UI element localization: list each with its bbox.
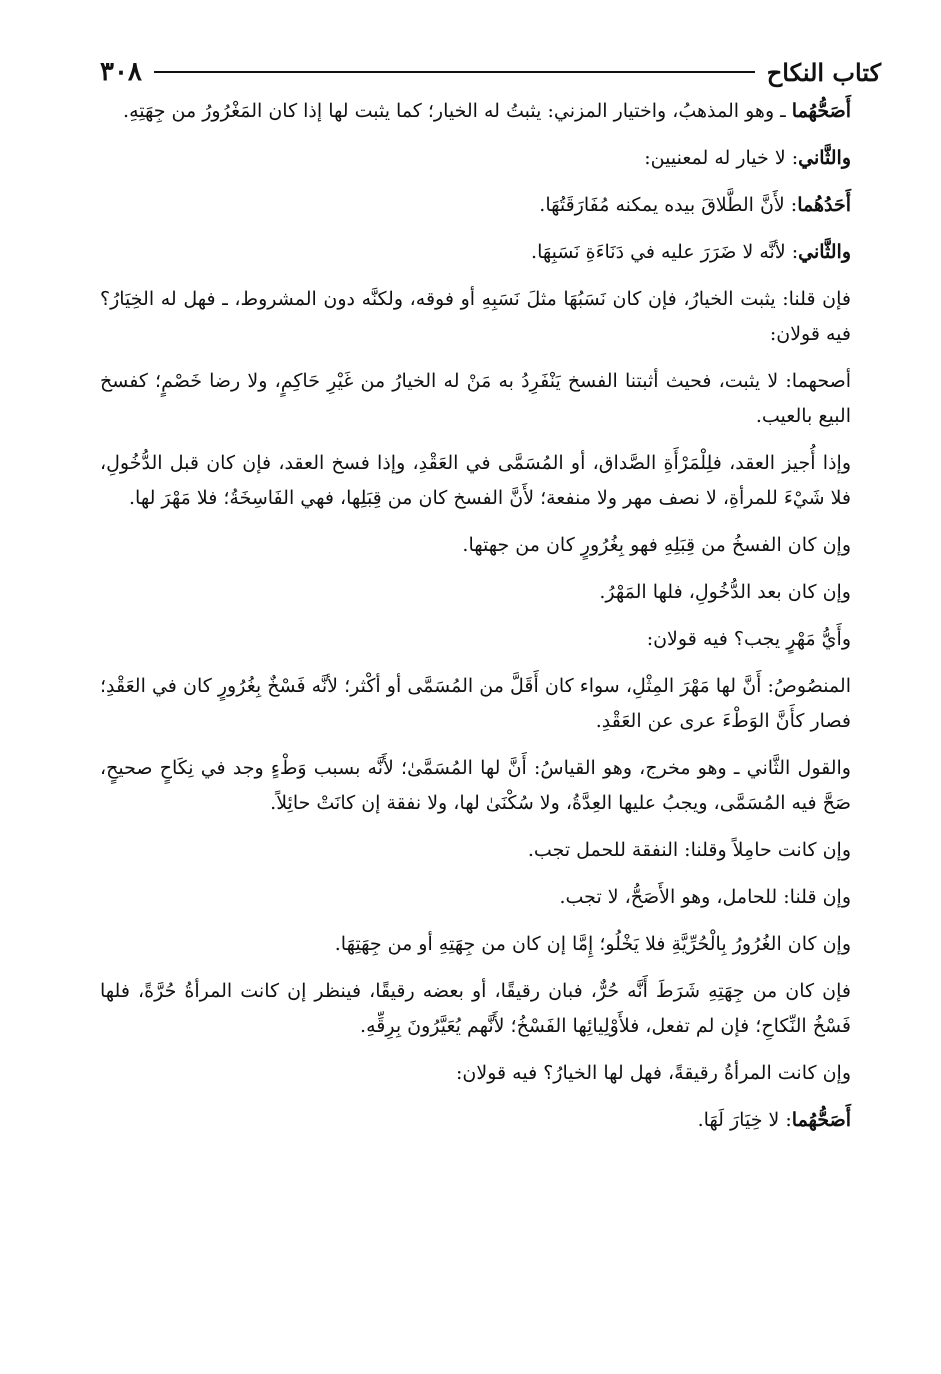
paragraph	[100, 622, 881, 657]
paragraph	[100, 94, 881, 129]
paragraph-lead: والثَّاني	[798, 147, 851, 169]
paragraph-lead: أَصَحُّهُما	[791, 100, 851, 122]
paragraph-text: وإن كانت حامِلاً وقلنا: النفقة للحمل تجب.	[527, 839, 851, 861]
paragraph	[100, 833, 881, 868]
page-number: ٣٠٨	[100, 57, 142, 87]
paragraph	[100, 528, 881, 563]
paragraph	[100, 751, 881, 821]
paragraph	[100, 235, 881, 270]
paragraph-text: : لأنَّه لا ضَرَرَ عليه في دَنَاءَةِ نَسَبِهَا.	[531, 241, 799, 263]
paragraph	[100, 1103, 881, 1138]
page-header	[100, 52, 881, 92]
paragraph-text: وإن كان الغُرُورُ بِالْحُرِّيَّةِ فلا يَخْلُو؛ إِمَّا إن كان من جِهَتِهِ أو من جِهَتِهَا.	[334, 933, 851, 955]
body-text	[100, 94, 881, 1138]
paragraph-text: وإذا أُجيز العقد، فلِلْمَرْأَةِ الصَّداق، أو المُسَمَّى في العَقْدِ، وإذا فسخ العقد، فإن كان قبل الدُّخُولِ، فلا شَيْءَ للمرأةِ، لا نصف مهر ولا منفعة؛ لأَنَّ الفسخ كان من قِبَلِها، فهي الفَاسِخَةُ؛ فلا مَهْرَ لها.	[100, 452, 851, 509]
paragraph	[100, 188, 881, 223]
paragraph-text: وإن كان بعد الدُّخُولِ، فلها المَهْرُ.	[599, 581, 851, 603]
paragraph	[100, 927, 881, 962]
paragraph	[100, 974, 881, 1044]
paragraph-text: وإن كانت المرأةُ رقيقةً، فهل لها الخيارُ؟ فيه قولان:	[456, 1062, 851, 1084]
paragraph	[100, 364, 881, 434]
paragraph	[100, 669, 881, 739]
paragraph-lead: والثَّاني	[798, 241, 851, 263]
paragraph-text: أصحهما: لا يثبت، فحيث أثبتنا الفسخ يَنْفَرِدُ به مَنْ له الخيارُ من غَيْرِ حَاكِمٍ، ولا رضا خَصْمٍ؛ كفسخ البيع بالعيب.	[100, 370, 851, 427]
paragraph	[100, 446, 881, 516]
paragraph-lead: أَحَدُهُما	[797, 194, 851, 216]
paragraph-text: فإن كان من جِهَتِهِ شَرَطَ أَنَّه حُرٌّ، فبان رقيقًا، أو بعضه رقيقًا، فينظر إن كانت المرأةُ حُرَّةً، فلها فَسْخُ النِّكاحِ؛ فإن لم تفعل، فلأَوْلِيائِها الفَسْخُ؛ لأَنَّهم يُعَيَّرُونَ بِرِقِّهِ.	[100, 980, 851, 1037]
paragraph-text: ـ وهو المذهبُ، واختيار المزني: يثبتُ له الخيار؛ كما يثبت لها إذا كان المَغْرُورُ من جِهَتِهِ.	[123, 100, 792, 122]
paragraph-text: : لا خيار له لمعنيين:	[644, 147, 799, 169]
paragraph-text: : لا خِيَارَ لَهَا.	[697, 1109, 792, 1131]
paragraph-text: والقول الثَّاني ـ وهو مخرج، وهو القياسُ: أَنَّ لها المُسَمَّىٰ؛ لأَنَّه بسبب وَطْءٍ وجد في نِكَاحٍ صحيحٍ، صَحَّ فيه المُسَمَّى، ويجبُ عليها العِدَّةُ، ولا سُكْنَىٰ لها، ولا نفقة إن كانَتْ حائِلاً.	[100, 757, 851, 814]
paragraph-text: وأَيُّ مَهْرٍ يجب؟ فيه قولان:	[646, 628, 851, 650]
paragraph	[100, 282, 881, 352]
paragraph-text: : لأَنَّ الطَّلاقَ بيده يمكنه مُفَارَقَتُهَا.	[539, 194, 798, 216]
paragraph-text: فإن قلنا: يثبت الخيارُ، فإن كان نَسَبُهَا مثلَ نَسَبِهِ أو فوقه، ولكنَّه دون المشروط، ـ فهل له الخِيَارُ؟ فيه قولان:	[100, 288, 851, 345]
paragraph	[100, 880, 881, 915]
paragraph-text: المنصُوصُ: أَنَّ لها مَهْرَ المِثْلِ، سواء كان أَقَلَّ من المُسَمَّى أو أكْثر؛ لأنَّه فَسْخٌ بِغُرُورٍ كان في العَقْدِ؛ فصار كأَنَّ الوَطْءَ عرى عن العَقْدِ.	[100, 675, 851, 732]
paragraph-lead: أَصَحُّهُما	[791, 1109, 851, 1131]
header-rule	[154, 71, 755, 73]
book-title: كتاب النكاح	[766, 57, 881, 87]
paragraph	[100, 1056, 881, 1091]
paragraph	[100, 575, 881, 610]
paragraph-text: وإن كان الفسخُ من قِبَلِهِ فهو بِغُرُورٍ كان من جهتها.	[462, 534, 851, 556]
paragraph-text: وإن قلنا: للحامل، وهو الأَصَحُّ، لا تجب.	[559, 886, 851, 908]
paragraph	[100, 141, 881, 176]
